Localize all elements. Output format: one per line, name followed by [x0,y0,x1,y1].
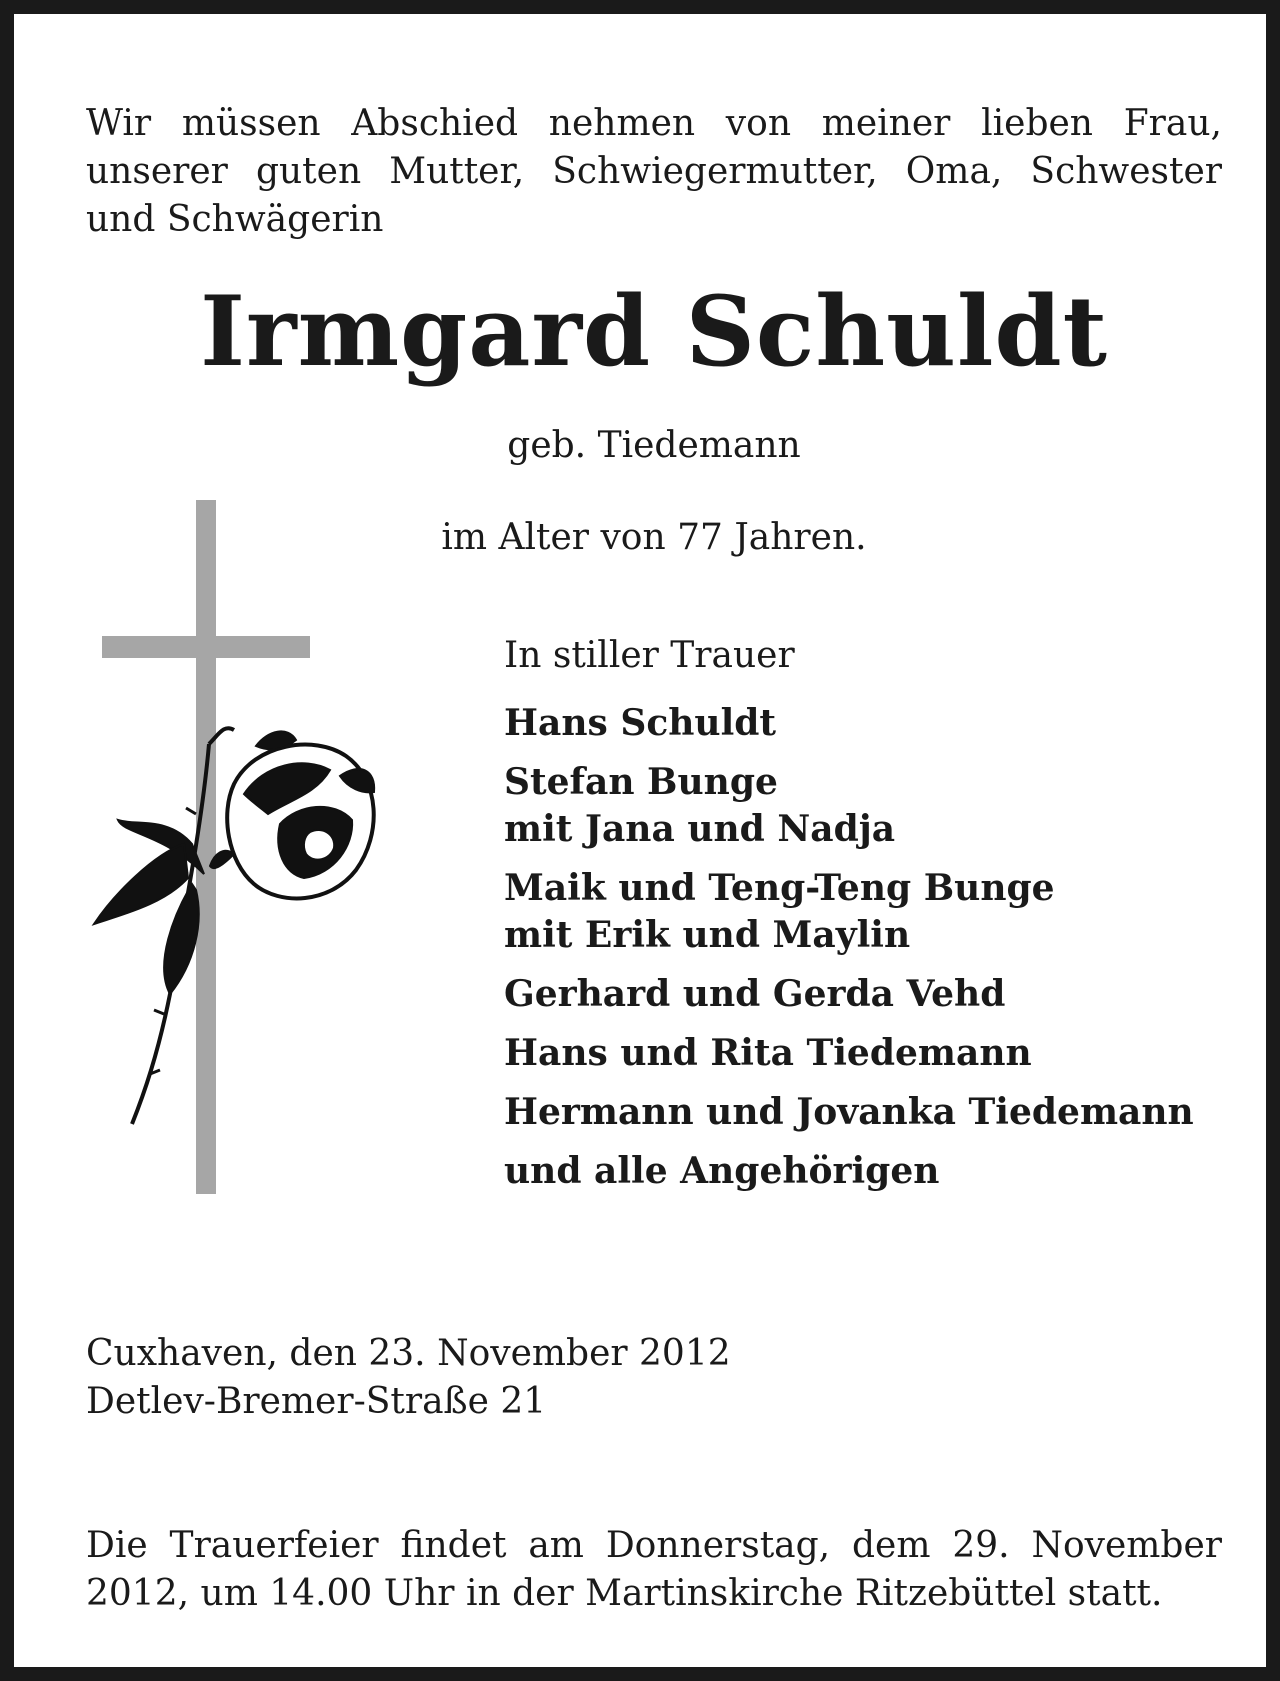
family-member: und alle Angehörigen [504,1150,940,1192]
funeral-info [86,1522,1222,1618]
intro-line-1: Wir müssen Abschied nehmen von meiner lieben Frau, [86,103,1222,144]
rose-icon [94,728,374,1124]
funeral-line-2: 2012, um 14.00 Uhr in der Martinskirche Ritzebüttel statt. [86,1573,1163,1614]
family-member: Maik und Teng-Teng Bunge [504,867,1055,909]
family-member: Hermann und Jovanka Tiedemann [504,1091,1194,1133]
family-group [504,700,1264,747]
family-group [504,759,1264,853]
family-member: Stefan Bunge [504,761,778,803]
cross-with-rose-icon [84,494,404,1204]
family-member: mit Erik und Maylin [504,914,911,956]
family-group [504,1148,1264,1195]
family-group [504,971,1264,1018]
place-date-line: Cuxhaven, den 23. November 2012 [86,1333,731,1374]
family-group [504,1030,1264,1077]
family-group [504,865,1264,959]
family-list [504,700,1264,1207]
family-member: Hans und Rita Tiedemann [504,1032,1032,1074]
mourning-heading: In stiller Trauer [504,635,795,676]
intro-line-2: unserer guten Mutter, Schwiegermutter, Oma, Schwester [86,151,1222,192]
address-line: Detlev-Bremer-Straße 21 [86,1381,547,1422]
family-group [504,1089,1264,1136]
family-member: Gerhard und Gerda Vehd [504,973,1006,1015]
family-member: mit Jana und Nadja [504,808,896,850]
intro-line-3: und Schwägerin [86,199,384,240]
deceased-name: Irmgard Schuldt [200,275,1108,388]
family-member: Hans Schuldt [504,702,777,744]
place-and-date [86,1330,731,1426]
maiden-name: geb. Tiedemann [507,425,801,466]
age-text: im Alter von 77 Jahren. [441,517,867,558]
intro-text [86,100,1222,244]
funeral-line-1: Die Trauerfeier findet am Donnerstag, dem 29. November [86,1525,1222,1566]
